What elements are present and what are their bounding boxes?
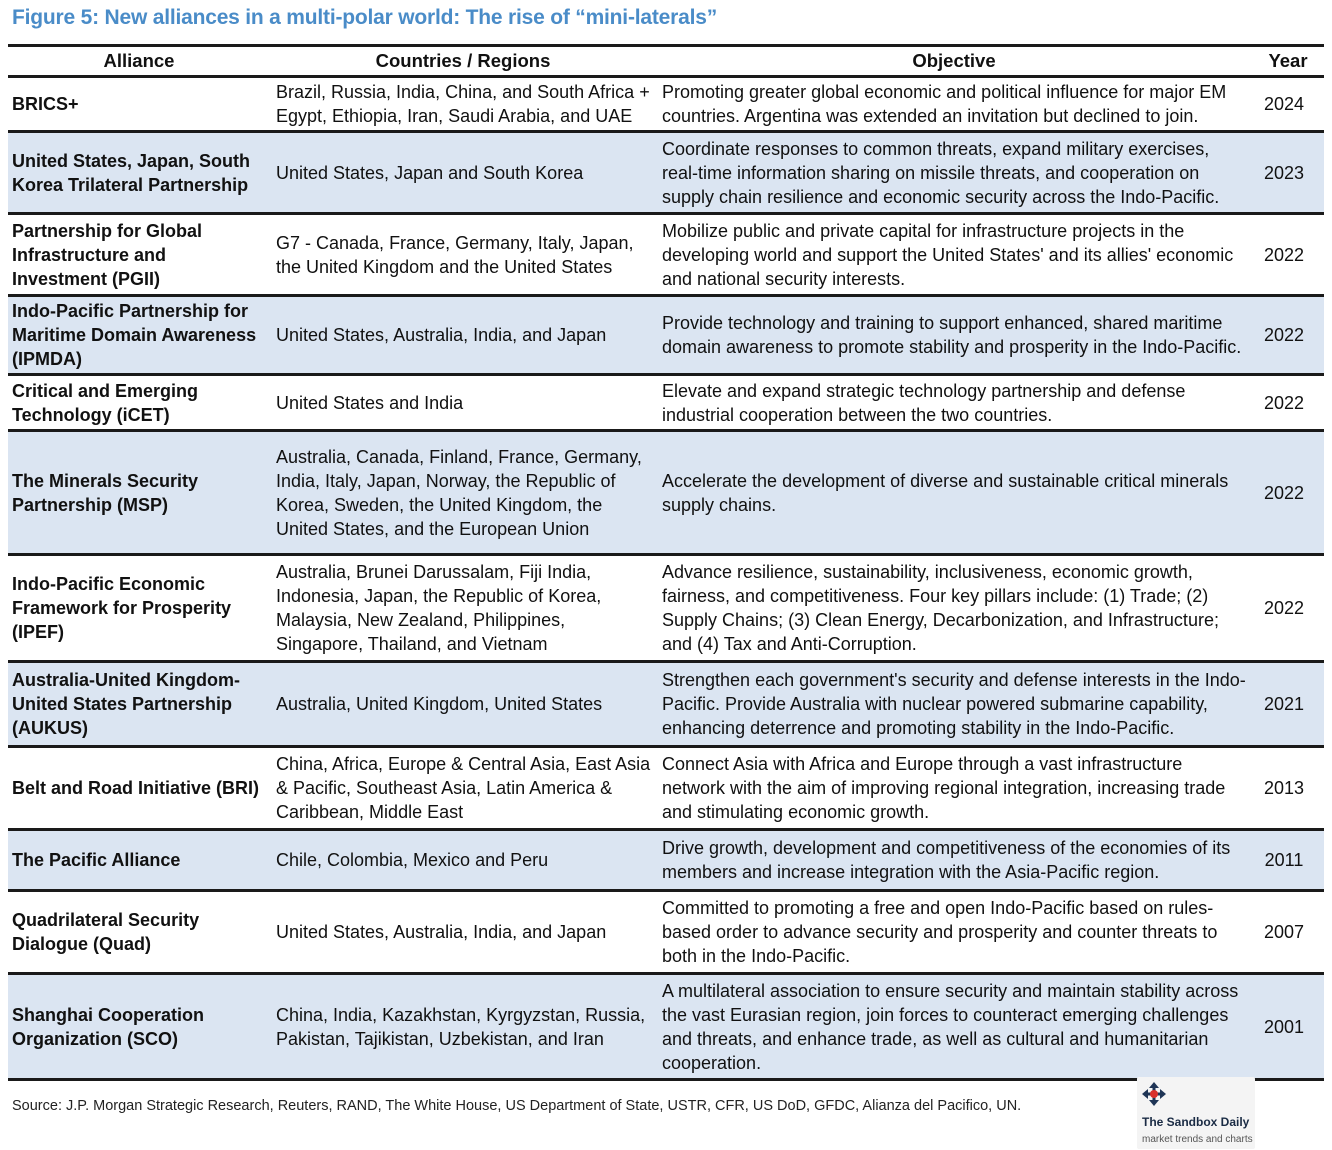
year-cell: 2021 xyxy=(1252,662,1324,747)
figure-title: Figure 5: New alliances in a multi-polar world: The rise of “mini-laterals” xyxy=(12,6,717,29)
countries-cell: G7 - Canada, France, Germany, Italy, Japan, the United Kingdom and the United States xyxy=(270,214,656,296)
countries-cell: United States, Japan and South Korea xyxy=(270,132,656,214)
year-cell: 2011 xyxy=(1252,830,1324,891)
countries-cell: Chile, Colombia, Mexico and Peru xyxy=(270,830,656,891)
countries-cell: Brazil, Russia, India, China, and South Africa + Egypt, Ethiopia, Iran, Saudi Arabia, and UAE xyxy=(270,77,656,132)
table-header-row xyxy=(8,47,1324,77)
year-cell: 2023 xyxy=(1252,132,1324,214)
header-countries: Countries / Regions xyxy=(270,47,656,77)
table-row xyxy=(8,555,1324,662)
objective-cell: Mobilize public and private capital for infrastructure projects in the developing world and support the United States' and its allies' economic and national security interests. xyxy=(656,214,1252,296)
countries-cell: Australia, Brunei Darussalam, Fiji India, Indonesia, Japan, the Republic of Korea, Malaysia, New Zealand, Philippines, Singapore, Thailand, and Vietnam xyxy=(270,555,656,662)
alliance-cell: Shanghai Cooperation Organization (SCO) xyxy=(8,974,270,1080)
table-row xyxy=(8,974,1324,1080)
table-row xyxy=(8,77,1324,132)
watermark-tagline: market trends and charts xyxy=(1142,1134,1253,1145)
table-row xyxy=(8,830,1324,891)
alliance-cell: Australia-United Kingdom-United States Partnership (AUKUS) xyxy=(8,662,270,747)
countries-cell: China, India, Kazakhstan, Kyrgyzstan, Russia, Pakistan, Tajikistan, Uzbekistan, and Iran xyxy=(270,974,656,1080)
countries-cell: Australia, United Kingdom, United States xyxy=(270,662,656,747)
table-row xyxy=(8,431,1324,555)
objective-cell: Connect Asia with Africa and Europe through a vast infrastructure network with the aim of improving regional integration, increasing trade and stimulating economic growth. xyxy=(656,747,1252,830)
year-cell: 2022 xyxy=(1252,375,1324,431)
year-cell: 2022 xyxy=(1252,214,1324,296)
objective-cell: A multilateral association to ensure security and maintain stability across the vast Eurasian region, join forces to counteract emerging challenges and threats, and enhance trade, as well as cultural and humanitarian cooperation. xyxy=(656,974,1252,1080)
alliance-cell: BRICS+ xyxy=(8,77,270,132)
year-cell: 2024 xyxy=(1252,77,1324,132)
header-objective: Objective xyxy=(656,47,1252,77)
countries-cell: United States and India xyxy=(270,375,656,431)
header-alliance: Alliance xyxy=(8,47,270,77)
alliances-table xyxy=(8,47,1324,1081)
year-cell: 2013 xyxy=(1252,747,1324,830)
alliance-cell: Indo-Pacific Partnership for Maritime Domain Awareness (IPMDA) xyxy=(8,296,270,375)
alliances-table-wrapper xyxy=(8,44,1324,1081)
year-cell: 2022 xyxy=(1252,296,1324,375)
year-cell: 2001 xyxy=(1252,974,1324,1080)
alliance-cell: Critical and Emerging Technology (iCET) xyxy=(8,375,270,431)
objective-cell: Promoting greater global economic and political influence for major EM countries. Argentina was extended an invitation but declined to join. xyxy=(656,77,1252,132)
alliance-cell: Partnership for Global Infrastructure and Investment (PGII) xyxy=(8,214,270,296)
table-row xyxy=(8,296,1324,375)
year-cell: 2007 xyxy=(1252,891,1324,974)
sandbox-daily-watermark xyxy=(1137,1077,1255,1149)
objective-cell: Provide technology and training to support enhanced, shared maritime domain awareness to promote stability and prosperity in the Indo-Pacific. xyxy=(656,296,1252,375)
table-row xyxy=(8,662,1324,747)
header-year: Year xyxy=(1252,47,1324,77)
watermark-name: The Sandbox Daily xyxy=(1142,1115,1250,1129)
objective-cell: Strengthen each government's security and defense interests in the Indo-Pacific. Provide Australia with nuclear powered submarine capability, enhancing deterrence and promoting stability in the Indo-Pacific. xyxy=(656,662,1252,747)
source-note: Source: J.P. Morgan Strategic Research, Reuters, RAND, The White House, US Department of State, USTR, CFR, US DoD, GFDC, Alianza del Pacifico, UN. xyxy=(12,1098,1022,1114)
year-cell: 2022 xyxy=(1252,431,1324,555)
alliance-cell: The Minerals Security Partnership (MSP) xyxy=(8,431,270,555)
objective-cell: Coordinate responses to common threats, expand military exercises, real-time information sharing on missile threats, and cooperation on supply chain resilience and economic security across the Indo-Pacific. xyxy=(656,132,1252,214)
table-row xyxy=(8,214,1324,296)
objective-cell: Accelerate the development of diverse and sustainable critical minerals supply chains. xyxy=(656,431,1252,555)
table-row xyxy=(8,375,1324,431)
alliance-cell: Belt and Road Initiative (BRI) xyxy=(8,747,270,830)
countries-cell: Australia, Canada, Finland, France, Germany, India, Italy, Japan, Norway, the Republic of Korea, Sweden, the United Kingdom, the United States, and the European Union xyxy=(270,431,656,555)
objective-cell: Drive growth, development and competitiveness of the economies of its members and increase integration with the Asia-Pacific region. xyxy=(656,830,1252,891)
countries-cell: United States, Australia, India, and Japan xyxy=(270,891,656,974)
objective-cell: Committed to promoting a free and open Indo-Pacific based on rules-based order to advance security and prosperity and counter threats to both in the Indo-Pacific. xyxy=(656,891,1252,974)
alliance-cell: United States, Japan, South Korea Trilateral Partnership xyxy=(8,132,270,214)
alliance-cell: Quadrilateral Security Dialogue (Quad) xyxy=(8,891,270,974)
table-row xyxy=(8,132,1324,214)
alliance-cell: The Pacific Alliance xyxy=(8,830,270,891)
countries-cell: China, Africa, Europe & Central Asia, East Asia & Pacific, Southeast Asia, Latin America & Caribbean, Middle East xyxy=(270,747,656,830)
table-row xyxy=(8,747,1324,830)
move-arrows-icon xyxy=(1141,1081,1167,1107)
countries-cell: United States, Australia, India, and Japan xyxy=(270,296,656,375)
alliance-cell: Indo-Pacific Economic Framework for Prosperity (IPEF) xyxy=(8,555,270,662)
year-cell: 2022 xyxy=(1252,555,1324,662)
objective-cell: Advance resilience, sustainability, inclusiveness, economic growth, fairness, and competitiveness. Four key pillars include: (1) Trade; (2) Supply Chains; (3) Clean Energy, Decarbonization, and Infrastructure; and (4) Tax and Anti-Corruption. xyxy=(656,555,1252,662)
objective-cell: Elevate and expand strategic technology partnership and defense industrial cooperation between the two countries. xyxy=(656,375,1252,431)
table-row xyxy=(8,891,1324,974)
